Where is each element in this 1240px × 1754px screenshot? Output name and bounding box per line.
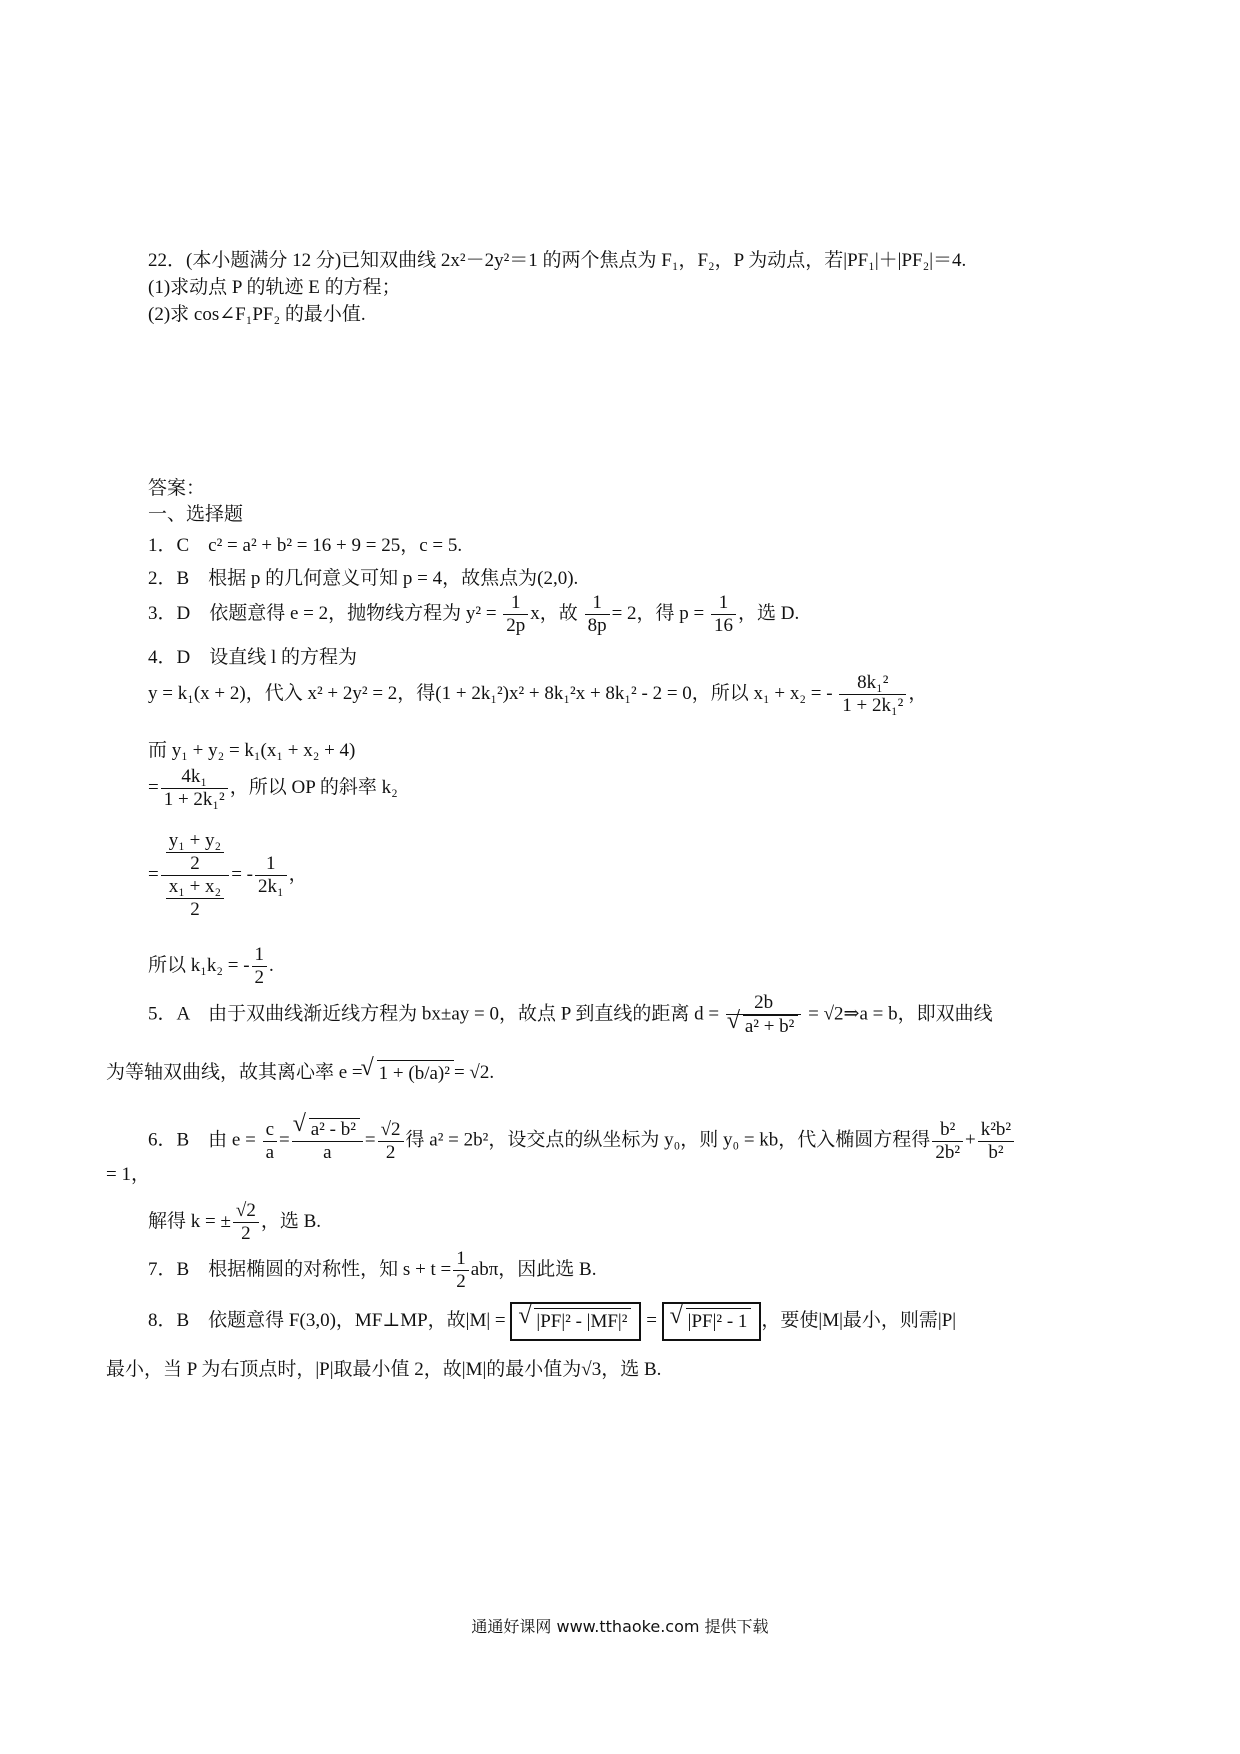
boxed-expression [662, 1302, 762, 1341]
answer-6-line-3 [148, 1200, 321, 1245]
fraction [585, 592, 610, 637]
fraction [839, 672, 906, 717]
fraction [726, 992, 802, 1038]
answer-4-line-3 [148, 766, 398, 811]
fraction [255, 853, 287, 898]
denominator: 8p [587, 615, 607, 636]
answer-5-head: 5．A 由于双曲线渐近线方程为 bx±ay = 0，故点 P 到直线的距离 d = [148, 1003, 720, 1025]
numerator: 1 [711, 592, 736, 615]
answer-5-line-2-text: 为等轴双曲线，故其离心率 e = [106, 1062, 363, 1083]
denominator: 2 [456, 1271, 466, 1292]
answer-3-head: 3．D 依题意得 e = 2，抛物线方程为 y² = [148, 602, 497, 624]
numerator: 8k₁² [839, 672, 906, 695]
denominator: 2 [254, 967, 265, 988]
answer-4-line-5-tail: . [269, 954, 274, 976]
answer-7-head: 7．B 根据椭圆的对称性，知 s + t = [148, 1258, 452, 1280]
answer-4-line-3-tail: ，所以 OP 的斜率 k₂ [229, 776, 398, 798]
question-part-2: (2)求 cos∠F₁PF₂ 的最小值. [148, 304, 366, 325]
denominator: 2p [506, 615, 526, 636]
equals-sign: = [148, 776, 159, 798]
answer-5-tail: = √2⇒a = b，即双曲线 [808, 1003, 993, 1025]
fraction [292, 1118, 363, 1164]
compound-fraction [161, 830, 229, 921]
answer-7 [148, 1248, 596, 1293]
numerator: k²b² [978, 1119, 1014, 1142]
denominator: b² [988, 1141, 1004, 1163]
answer-4-head: 4．D 设直线 l 的方程为 [148, 647, 358, 668]
answer-7-tail: abπ，因此选 B. [470, 1258, 597, 1280]
plus-sign: + [965, 1129, 976, 1151]
fraction [252, 944, 268, 989]
denominator: a [265, 1141, 275, 1163]
answer-3-mid-1: x，故 [530, 602, 578, 624]
fraction [503, 592, 528, 637]
section-title: 一、选择题 [148, 504, 244, 525]
denominator [726, 1015, 802, 1038]
answer-6 [148, 1118, 1016, 1164]
numerator: 1 [585, 592, 610, 615]
equals-sign: = [646, 1309, 657, 1331]
fraction [978, 1119, 1014, 1164]
answer-5-line-2 [106, 1060, 494, 1087]
compound-denominator [161, 876, 229, 921]
answer-8-tail: ，要使|M|最小，则需|P| [761, 1309, 957, 1331]
answer-3-tail: ，选 D. [738, 602, 800, 624]
answer-6-line-3-tail: ，选 B. [260, 1210, 322, 1232]
fraction [932, 1119, 963, 1164]
fraction [453, 1248, 469, 1293]
numerator: c [263, 1119, 277, 1142]
compound-numerator [161, 830, 229, 876]
sqrt: √ a² + b² [743, 1015, 799, 1038]
numerator: 1 [255, 853, 287, 876]
answers-header: 答案： [148, 478, 206, 499]
numerator: 1 [503, 592, 528, 615]
sqrt: √ |PF|² - |MF|² [534, 1308, 631, 1335]
equals-sign: = [364, 1129, 376, 1151]
answer-4-line-5-text: 所以 k₁k₂ = - [148, 954, 250, 976]
denominator: 1 + 2k₁² [842, 695, 904, 716]
answer-5 [148, 992, 993, 1038]
numerator: 1 [453, 1248, 469, 1271]
answer-4-line-5 [148, 944, 274, 989]
answer-5-line-2-tail: = √2. [453, 1062, 495, 1083]
answer-4-line-4-tail: ， [288, 863, 308, 885]
answer-2: 2．B 根据 p 的几何意义可知 p = 4，故焦点为(2,0). [148, 568, 579, 589]
sqrt: √ a² - b² [309, 1118, 360, 1141]
numerator: 2b [726, 992, 802, 1015]
fraction [378, 1119, 404, 1164]
boxed-expression [510, 1302, 641, 1341]
numerator: √2 [233, 1200, 259, 1223]
denominator: 16 [714, 615, 733, 636]
question-part-1: (1)求动点 P 的轨迹 E 的方程； [148, 277, 401, 298]
denominator: 2b² [935, 1141, 961, 1163]
sqrt: √ |PF|² - 1 [686, 1308, 752, 1335]
fraction [711, 592, 736, 637]
answer-8-line-2: 最小，当 P 为右顶点时，|P|取最小值 2，故|M|的最小值为√3，选 B. [106, 1359, 662, 1380]
denominator: 1 + 2k₁² [163, 789, 225, 810]
fraction [263, 1119, 277, 1164]
answer-1: 1．C c² = a² + b² = 16 + 9 = 25，c = 5. [148, 535, 463, 556]
answer-6-line-3-text: 解得 k = ± [148, 1210, 231, 1232]
denominator: a [323, 1142, 332, 1164]
equals-minus: = - [231, 863, 253, 885]
answer-3-mid-2: = 2，得 p = [611, 602, 705, 624]
question-stem: 22．(本小题满分 12 分)已知双曲线 2x²－2y²＝1 的两个焦点为 F₁，F₂，P 为动点，若|PF₁|＋|PF₂|＝4. [148, 250, 967, 271]
denominator: 2 [190, 853, 200, 874]
answer-4-line-1 [148, 672, 927, 717]
numerator: y₁ + y₂ [166, 830, 224, 853]
fraction [161, 766, 228, 811]
numerator: x₁ + x₂ [166, 876, 224, 899]
numerator: b² [932, 1119, 963, 1142]
numerator: 1 [252, 944, 268, 967]
answer-4-line-1-text: y = k₁(x + 2)，代入 x² + 2y² = 2，得(1 + 2k₁²)x² + 8k₁²x + 8k₁² - 2 = 0，所以 x₁ + x₂ = - [148, 682, 833, 704]
denominator: 2 [241, 1223, 251, 1244]
denominator: 2 [385, 1141, 396, 1163]
answer-4-line-1-tail: ， [908, 682, 928, 704]
fraction [233, 1200, 259, 1245]
answer-8-head: 8．B 依题意得 F(3,0)，MF⊥MP，故|M| = [148, 1309, 506, 1331]
answer-6-line-2: = 1， [106, 1164, 150, 1185]
denominator: 2k₁ [257, 876, 284, 897]
numerator: √2 [378, 1119, 404, 1142]
answer-3 [148, 592, 799, 637]
sqrt: √ 1 + (b/a)² [377, 1060, 454, 1087]
answer-4-line-4: = $\frac{\frac{\text{y₁ + y₂}}{2}}{\frac{\text{x₁ + x₂}}{2}}$ = - $\frac{1}{\text{2k₁}}$ ， [148, 830, 308, 920]
answer-6-head: 6．B 由 e = [148, 1129, 256, 1151]
answer-8 [148, 1302, 956, 1341]
numerator [292, 1118, 363, 1142]
answer-4-line-2: 而 y₁ + y₂ = k₁(x₁ + x₂ + 4) [148, 740, 356, 761]
denominator: 2 [190, 899, 200, 920]
numerator: 4k₁ [161, 766, 228, 789]
equals-sign: = [279, 1129, 290, 1151]
answer-6-mid: 得 a² = 2b²，设交点的纵坐标为 y₀，则 y₀ = kb，代入椭圆方程得 [405, 1129, 931, 1151]
footer-text: 通通好课网 www.tthaoke.com 提供下载 [471, 1617, 769, 1636]
